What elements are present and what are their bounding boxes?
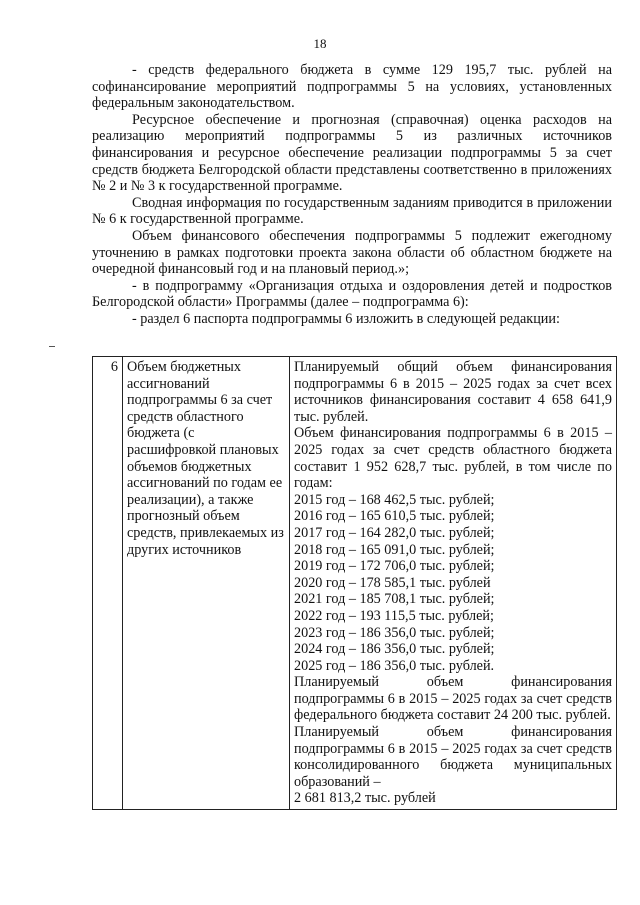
margin-mark (49, 346, 55, 347)
year-line: 2021 год – 185 708,1 тыс. рублей; (294, 591, 495, 608)
paragraph-subprogram-6-intro: - в подпрограмму «Организация отдыха и оздоровления детей и подростков Белгородской области» Программы (далее – подпрограмма 6): (92, 277, 612, 311)
paragraph-annual-adjustment: Объем финансового обеспечения подпрограммы 5 подлежит ежегодному уточнению в рамках подготовки проекта закона области об областном бюджете на очередной финансовый год и на плановый период.»; (92, 227, 612, 278)
paragraph-section-6-edit: - раздел 6 паспорта подпрограммы 6 изложить в следующей редакции: (132, 310, 560, 327)
body-text (92, 62, 612, 328)
year-line: 2022 год – 193 115,5 тыс. рублей; (294, 607, 494, 624)
row-label-cell: Объем бюджетных ассигнований подпрограммы 6 за счет средств областного бюджета (с расшифровкой плановых объемов бюджетных ассигнований по годам ее реализации), а также прогнозный объем средств, привлекаемых из других источников (123, 357, 290, 810)
page-number: 18 (313, 36, 327, 51)
row-number-cell: 6 (93, 357, 123, 810)
year-line: 2017 год – 164 282,0 тыс. рублей; (294, 524, 495, 541)
regional-funding-text: Объем финансирования подпрограммы 6 в 2015 – 2025 годах за счет средств областного бюджета составит 1 952 628,7 тыс. рублей, в том числе по годам: (294, 425, 612, 492)
year-line: 2025 год – 186 356,0 тыс. рублей. (294, 657, 495, 674)
paragraph-federal-funds: - средств федерального бюджета в сумме 129 195,7 тыс. рублей на софинансирование мероприятий подпрограммы 5 на условиях, установленных федеральным законодательством. (92, 62, 612, 112)
municipal-funding-text: Планируемый объем финансирования подпрограммы 6 в 2015 – 2025 годах за счет средств консолидированного бюджета муниципальных образований – (294, 724, 612, 790)
row-value-cell (290, 357, 617, 810)
year-line: 2023 год – 186 356,0 тыс. рублей; (294, 624, 495, 641)
federal-funding-text: Планируемый объем финансирования подпрограммы 6 в 2015 – 2025 годах за счет средств федерального бюджета составит 24 200 тыс. рублей. (294, 674, 612, 724)
year-line: 2024 год – 186 356,0 тыс. рублей; (294, 641, 495, 658)
year-line: 2018 год – 165 091,0 тыс. рублей; (294, 541, 495, 558)
total-funding-text: Планируемый общий объем финансирования подпрограммы 6 в 2015 – 2025 годах за счет всех источников финансирования составит 4 658 641,9 тыс. рублей. (294, 359, 612, 425)
year-line: 2015 год – 168 462,5 тыс. рублей; (294, 491, 495, 508)
paragraph-resource-support: Ресурсное обеспечение и прогнозная (справочная) оценка расходов на реализацию мероприятий подпрограммы 5 из различных источников финансирования и ресурсное обеспечение реализации подпрограммы 5 за счет средств бюджета Белгородской области представлены соответственно в приложениях № 2 и № 3 к государственной программе. (92, 111, 612, 195)
year-line: 2016 год – 165 610,5 тыс. рублей; (294, 508, 495, 525)
municipal-funding-amount: 2 681 813,2 тыс. рублей (294, 790, 436, 807)
year-line: 2020 год – 178 585,1 тыс. рублей (294, 574, 491, 591)
year-line: 2019 год – 172 706,0 тыс. рублей; (294, 558, 495, 575)
table-row (93, 357, 617, 810)
paragraph-state-assignments: Сводная информация по государственным заданиям приводится в приложении № 6 к государственной программе. (92, 194, 612, 228)
passport-table (92, 356, 617, 810)
